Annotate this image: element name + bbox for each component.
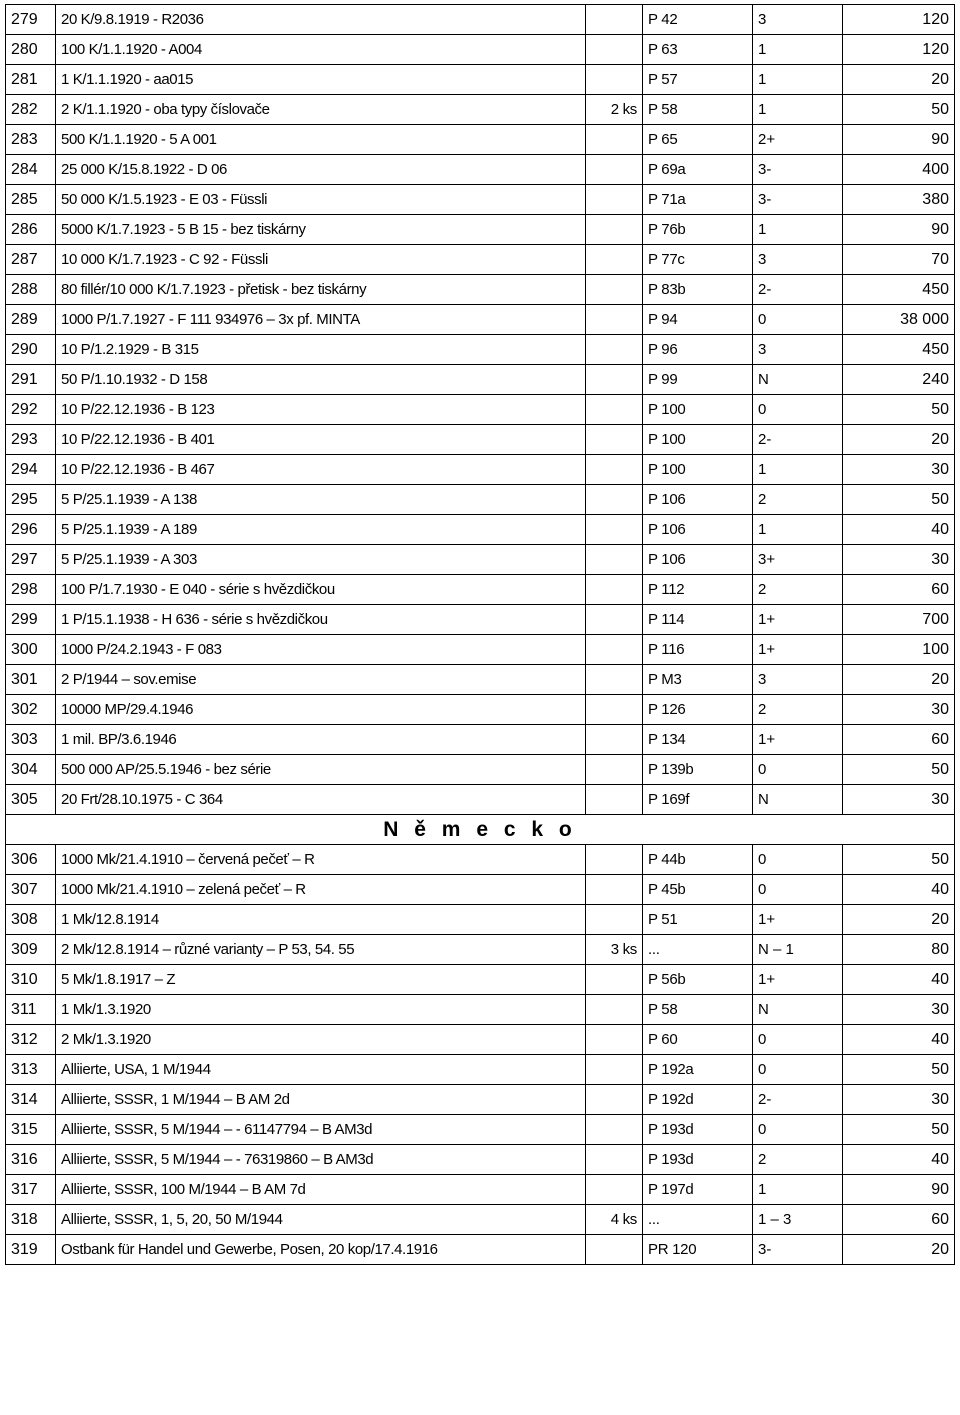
item-grade: 0 <box>753 755 843 785</box>
item-grade: N – 1 <box>753 935 843 965</box>
item-description: 25 000 K/15.8.1922 - D 06 <box>56 155 586 185</box>
item-quantity <box>586 1055 643 1085</box>
item-number: 317 <box>6 1175 56 1205</box>
item-quantity: 3 ks <box>586 935 643 965</box>
item-grade: 2 <box>753 575 843 605</box>
item-number: 310 <box>6 965 56 995</box>
item-grade: 1 – 3 <box>753 1205 843 1235</box>
item-description: Alliierte, SSSR, 5 M/1944 – - 61147794 – B AM3d <box>56 1115 586 1145</box>
item-quantity <box>586 665 643 695</box>
item-grade: 0 <box>753 305 843 335</box>
item-description: 1000 Mk/21.4.1910 – červená pečeť – R <box>56 845 586 875</box>
table-row <box>6 785 955 815</box>
item-description: 5000 K/1.7.1923 - 5 B 15 - bez tiskárny <box>56 215 586 245</box>
item-grade: 1 <box>753 35 843 65</box>
item-catalog-ref: ... <box>643 1205 753 1235</box>
item-quantity <box>586 155 643 185</box>
item-catalog-ref: P 63 <box>643 35 753 65</box>
item-grade: 0 <box>753 1055 843 1085</box>
catalog-table <box>5 4 955 1265</box>
item-number: 293 <box>6 425 56 455</box>
item-grade: 3 <box>753 335 843 365</box>
item-grade: 1 <box>753 65 843 95</box>
item-description: 10 P/22.12.1936 - B 467 <box>56 455 586 485</box>
item-quantity <box>586 1025 643 1055</box>
item-grade: 2+ <box>753 125 843 155</box>
item-price: 400 <box>843 155 955 185</box>
item-catalog-ref: P 169f <box>643 785 753 815</box>
item-number: 300 <box>6 635 56 665</box>
item-quantity <box>586 65 643 95</box>
item-grade: 2 <box>753 1145 843 1175</box>
item-price: 100 <box>843 635 955 665</box>
table-row <box>6 1085 955 1115</box>
item-catalog-ref: P 126 <box>643 695 753 725</box>
item-catalog-ref: P M3 <box>643 665 753 695</box>
item-quantity <box>586 1115 643 1145</box>
item-catalog-ref: PR 120 <box>643 1235 753 1265</box>
item-number: 311 <box>6 995 56 1025</box>
table-row <box>6 455 955 485</box>
item-price: 20 <box>843 665 955 695</box>
item-price: 50 <box>843 95 955 125</box>
table-row <box>6 635 955 665</box>
item-catalog-ref: P 94 <box>643 305 753 335</box>
section-title: N ě m e c k o <box>6 815 955 845</box>
item-price: 50 <box>843 845 955 875</box>
item-grade: 1+ <box>753 905 843 935</box>
item-quantity <box>586 755 643 785</box>
item-quantity <box>586 875 643 905</box>
item-number: 280 <box>6 35 56 65</box>
item-number: 312 <box>6 1025 56 1055</box>
item-description: 1 P/15.1.1938 - H 636 - série s hvězdičkou <box>56 605 586 635</box>
table-row <box>6 965 955 995</box>
item-description: 50 P/1.10.1932 - D 158 <box>56 365 586 395</box>
item-price: 40 <box>843 1025 955 1055</box>
item-description: 2 K/1.1.1920 - oba typy číslovače <box>56 95 586 125</box>
item-number: 295 <box>6 485 56 515</box>
item-number: 289 <box>6 305 56 335</box>
item-description: Alliierte, USA, 1 M/1944 <box>56 1055 586 1085</box>
table-row <box>6 1205 955 1235</box>
table-row <box>6 395 955 425</box>
item-number: 306 <box>6 845 56 875</box>
item-price: 50 <box>843 1055 955 1085</box>
table-row <box>6 365 955 395</box>
item-price: 380 <box>843 185 955 215</box>
table-row <box>6 335 955 365</box>
item-catalog-ref: P 60 <box>643 1025 753 1055</box>
item-number: 291 <box>6 365 56 395</box>
item-price: 50 <box>843 1115 955 1145</box>
table-row <box>6 245 955 275</box>
item-price: 30 <box>843 1085 955 1115</box>
item-catalog-ref: P 100 <box>643 455 753 485</box>
item-number: 294 <box>6 455 56 485</box>
catalog-rows-after <box>6 845 955 1265</box>
item-quantity <box>586 335 643 365</box>
item-price: 120 <box>843 5 955 35</box>
item-description: 2 P/1944 – sov.emise <box>56 665 586 695</box>
item-quantity <box>586 635 643 665</box>
item-quantity <box>586 785 643 815</box>
item-price: 40 <box>843 875 955 905</box>
item-description: 50 000 K/1.5.1923 - E 03 - Füssli <box>56 185 586 215</box>
item-quantity <box>586 1145 643 1175</box>
item-number: 301 <box>6 665 56 695</box>
item-description: 10 P/22.12.1936 - B 401 <box>56 425 586 455</box>
item-catalog-ref: P 44b <box>643 845 753 875</box>
item-price: 20 <box>843 1235 955 1265</box>
item-catalog-ref: P 134 <box>643 725 753 755</box>
item-number: 307 <box>6 875 56 905</box>
item-grade: 1+ <box>753 965 843 995</box>
item-price: 90 <box>843 215 955 245</box>
item-catalog-ref: P 106 <box>643 545 753 575</box>
item-number: 318 <box>6 1205 56 1235</box>
item-number: 319 <box>6 1235 56 1265</box>
section-header-row <box>6 815 955 845</box>
catalog-rows-before <box>6 5 955 815</box>
table-row <box>6 665 955 695</box>
item-catalog-ref: P 197d <box>643 1175 753 1205</box>
item-quantity <box>586 305 643 335</box>
item-number: 298 <box>6 575 56 605</box>
item-grade: 2- <box>753 1085 843 1115</box>
item-price: 60 <box>843 1205 955 1235</box>
item-description: 5 P/25.1.1939 - A 189 <box>56 515 586 545</box>
item-catalog-ref: P 56b <box>643 965 753 995</box>
item-catalog-ref: P 193d <box>643 1115 753 1145</box>
item-price: 120 <box>843 35 955 65</box>
item-grade: 0 <box>753 1025 843 1055</box>
item-description: 1 Mk/12.8.1914 <box>56 905 586 935</box>
item-number: 315 <box>6 1115 56 1145</box>
item-quantity <box>586 965 643 995</box>
item-number: 288 <box>6 275 56 305</box>
table-row <box>6 215 955 245</box>
item-description: 2 Mk/1.3.1920 <box>56 1025 586 1055</box>
item-grade: 1+ <box>753 605 843 635</box>
item-price: 450 <box>843 275 955 305</box>
item-price: 20 <box>843 65 955 95</box>
item-quantity <box>586 545 643 575</box>
table-row <box>6 35 955 65</box>
item-description: 10000 MP/29.4.1946 <box>56 695 586 725</box>
table-row <box>6 425 955 455</box>
item-grade: 1 <box>753 455 843 485</box>
item-catalog-ref: P 76b <box>643 215 753 245</box>
table-row <box>6 725 955 755</box>
item-grade: 1 <box>753 1175 843 1205</box>
item-quantity <box>586 215 643 245</box>
item-catalog-ref: P 100 <box>643 425 753 455</box>
table-row <box>6 995 955 1025</box>
item-quantity <box>586 725 643 755</box>
item-grade: 3- <box>753 155 843 185</box>
item-grade: 0 <box>753 395 843 425</box>
item-number: 287 <box>6 245 56 275</box>
item-number: 292 <box>6 395 56 425</box>
item-grade: N <box>753 365 843 395</box>
item-grade: 1 <box>753 515 843 545</box>
item-number: 286 <box>6 215 56 245</box>
table-row <box>6 185 955 215</box>
item-description: 2 Mk/12.8.1914 – různé varianty – P 53, 54. 55 <box>56 935 586 965</box>
item-number: 296 <box>6 515 56 545</box>
item-description: 5 P/25.1.1939 - A 303 <box>56 545 586 575</box>
item-price: 40 <box>843 1145 955 1175</box>
item-number: 314 <box>6 1085 56 1115</box>
item-description: 500 K/1.1.1920 - 5 A 001 <box>56 125 586 155</box>
item-number: 304 <box>6 755 56 785</box>
item-description: 1000 P/1.7.1927 - F 111 934976 – 3x pf. MINTA <box>56 305 586 335</box>
item-grade: 3 <box>753 665 843 695</box>
item-description: Ostbank für Handel und Gewerbe, Posen, 20 kop/17.4.1916 <box>56 1235 586 1265</box>
item-quantity <box>586 5 643 35</box>
item-description: 5 P/25.1.1939 - A 138 <box>56 485 586 515</box>
item-number: 305 <box>6 785 56 815</box>
item-quantity <box>586 845 643 875</box>
item-quantity <box>586 245 643 275</box>
item-number: 316 <box>6 1145 56 1175</box>
item-grade: 0 <box>753 1115 843 1145</box>
item-catalog-ref: P 139b <box>643 755 753 785</box>
item-price: 20 <box>843 425 955 455</box>
item-grade: 3 <box>753 5 843 35</box>
table-row <box>6 1115 955 1145</box>
item-description: 80 fillér/10 000 K/1.7.1923 - přetisk - bez tiskárny <box>56 275 586 305</box>
item-description: 10 P/22.12.1936 - B 123 <box>56 395 586 425</box>
table-row <box>6 1145 955 1175</box>
item-price: 70 <box>843 245 955 275</box>
item-description: 1 K/1.1.1920 - aa015 <box>56 65 586 95</box>
item-price: 38 000 <box>843 305 955 335</box>
item-catalog-ref: P 42 <box>643 5 753 35</box>
table-row <box>6 65 955 95</box>
item-price: 30 <box>843 455 955 485</box>
item-catalog-ref: P 58 <box>643 995 753 1025</box>
item-quantity <box>586 575 643 605</box>
item-catalog-ref: P 57 <box>643 65 753 95</box>
item-price: 30 <box>843 695 955 725</box>
item-number: 283 <box>6 125 56 155</box>
item-catalog-ref: P 71a <box>643 185 753 215</box>
item-quantity: 2 ks <box>586 95 643 125</box>
item-description: 20 K/9.8.1919 - R2036 <box>56 5 586 35</box>
item-quantity <box>586 125 643 155</box>
item-quantity <box>586 35 643 65</box>
item-price: 240 <box>843 365 955 395</box>
item-quantity <box>586 395 643 425</box>
item-description: Alliierte, SSSR, 1, 5, 20, 50 M/1944 <box>56 1205 586 1235</box>
item-catalog-ref: P 112 <box>643 575 753 605</box>
item-number: 290 <box>6 335 56 365</box>
item-catalog-ref: P 96 <box>643 335 753 365</box>
item-catalog-ref: P 106 <box>643 515 753 545</box>
item-number: 281 <box>6 65 56 95</box>
item-grade: 2 <box>753 695 843 725</box>
item-quantity <box>586 905 643 935</box>
item-catalog-ref: P 99 <box>643 365 753 395</box>
item-quantity <box>586 695 643 725</box>
item-catalog-ref: P 51 <box>643 905 753 935</box>
item-catalog-ref: P 65 <box>643 125 753 155</box>
table-row <box>6 275 955 305</box>
item-description: 1 Mk/1.3.1920 <box>56 995 586 1025</box>
item-description: 500 000 AP/25.5.1946 - bez série <box>56 755 586 785</box>
table-row <box>6 1235 955 1265</box>
item-grade: 3+ <box>753 545 843 575</box>
item-quantity <box>586 425 643 455</box>
item-description: Alliierte, SSSR, 1 M/1944 – B AM 2d <box>56 1085 586 1115</box>
item-price: 40 <box>843 965 955 995</box>
item-number: 302 <box>6 695 56 725</box>
item-catalog-ref: P 77c <box>643 245 753 275</box>
item-catalog-ref: P 114 <box>643 605 753 635</box>
item-price: 30 <box>843 545 955 575</box>
item-quantity <box>586 995 643 1025</box>
item-quantity <box>586 485 643 515</box>
table-row <box>6 485 955 515</box>
item-grade: 0 <box>753 845 843 875</box>
item-quantity <box>586 1085 643 1115</box>
item-price: 50 <box>843 485 955 515</box>
table-row <box>6 695 955 725</box>
item-catalog-ref: P 193d <box>643 1145 753 1175</box>
item-grade: 1+ <box>753 635 843 665</box>
item-price: 30 <box>843 785 955 815</box>
item-number: 313 <box>6 1055 56 1085</box>
item-description: 1 mil. BP/3.6.1946 <box>56 725 586 755</box>
item-catalog-ref: P 58 <box>643 95 753 125</box>
item-quantity <box>586 605 643 635</box>
item-price: 450 <box>843 335 955 365</box>
item-number: 297 <box>6 545 56 575</box>
item-description: 20 Frt/28.10.1975 - C 364 <box>56 785 586 815</box>
table-row <box>6 545 955 575</box>
table-row <box>6 905 955 935</box>
table-row <box>6 1025 955 1055</box>
table-row <box>6 755 955 785</box>
item-grade: 2 <box>753 485 843 515</box>
table-row <box>6 875 955 905</box>
item-grade: 3- <box>753 1235 843 1265</box>
item-description: Alliierte, SSSR, 100 M/1944 – B AM 7d <box>56 1175 586 1205</box>
item-catalog-ref: P 192d <box>643 1085 753 1115</box>
item-price: 30 <box>843 995 955 1025</box>
item-catalog-ref: P 192a <box>643 1055 753 1085</box>
item-number: 309 <box>6 935 56 965</box>
item-description: 100 K/1.1.1920 - A004 <box>56 35 586 65</box>
item-number: 284 <box>6 155 56 185</box>
item-price: 60 <box>843 575 955 605</box>
item-grade: 3 <box>753 245 843 275</box>
item-description: 5 Mk/1.8.1917 – Z <box>56 965 586 995</box>
item-grade: N <box>753 995 843 1025</box>
item-quantity <box>586 275 643 305</box>
item-price: 90 <box>843 1175 955 1205</box>
item-catalog-ref: ... <box>643 935 753 965</box>
item-grade: 2- <box>753 425 843 455</box>
item-quantity <box>586 365 643 395</box>
table-row <box>6 1175 955 1205</box>
table-row <box>6 155 955 185</box>
item-catalog-ref: P 83b <box>643 275 753 305</box>
item-price: 50 <box>843 755 955 785</box>
table-row <box>6 605 955 635</box>
item-description: 10 000 K/1.7.1923 - C 92 - Füssli <box>56 245 586 275</box>
item-description: 1000 P/24.2.1943 - F 083 <box>56 635 586 665</box>
item-grade: 1 <box>753 215 843 245</box>
item-catalog-ref: P 45b <box>643 875 753 905</box>
item-price: 80 <box>843 935 955 965</box>
item-number: 299 <box>6 605 56 635</box>
item-quantity: 4 ks <box>586 1205 643 1235</box>
item-catalog-ref: P 116 <box>643 635 753 665</box>
item-quantity <box>586 1235 643 1265</box>
item-catalog-ref: P 69a <box>643 155 753 185</box>
item-grade: 3- <box>753 185 843 215</box>
item-quantity <box>586 515 643 545</box>
item-price: 90 <box>843 125 955 155</box>
item-quantity <box>586 185 643 215</box>
item-description: 100 P/1.7.1930 - E 040 - série s hvězdičkou <box>56 575 586 605</box>
table-row <box>6 935 955 965</box>
item-description: Alliierte, SSSR, 5 M/1944 – - 76319860 – B AM3d <box>56 1145 586 1175</box>
item-number: 308 <box>6 905 56 935</box>
item-grade: 1 <box>753 95 843 125</box>
table-row <box>6 5 955 35</box>
item-price: 700 <box>843 605 955 635</box>
table-row <box>6 1055 955 1085</box>
item-description: 10 P/1.2.1929 - B 315 <box>56 335 586 365</box>
item-grade: 2- <box>753 275 843 305</box>
item-price: 60 <box>843 725 955 755</box>
table-row <box>6 95 955 125</box>
item-price: 40 <box>843 515 955 545</box>
item-number: 282 <box>6 95 56 125</box>
table-row <box>6 515 955 545</box>
item-grade: 0 <box>753 875 843 905</box>
table-row <box>6 125 955 155</box>
table-row <box>6 305 955 335</box>
item-price: 50 <box>843 395 955 425</box>
table-row <box>6 575 955 605</box>
item-price: 20 <box>843 905 955 935</box>
item-description: 1000 Mk/21.4.1910 – zelená pečeť – R <box>56 875 586 905</box>
item-number: 279 <box>6 5 56 35</box>
item-grade: N <box>753 785 843 815</box>
table-row <box>6 845 955 875</box>
item-quantity <box>586 1175 643 1205</box>
item-quantity <box>586 455 643 485</box>
item-number: 303 <box>6 725 56 755</box>
item-catalog-ref: P 106 <box>643 485 753 515</box>
item-catalog-ref: P 100 <box>643 395 753 425</box>
item-grade: 1+ <box>753 725 843 755</box>
item-number: 285 <box>6 185 56 215</box>
